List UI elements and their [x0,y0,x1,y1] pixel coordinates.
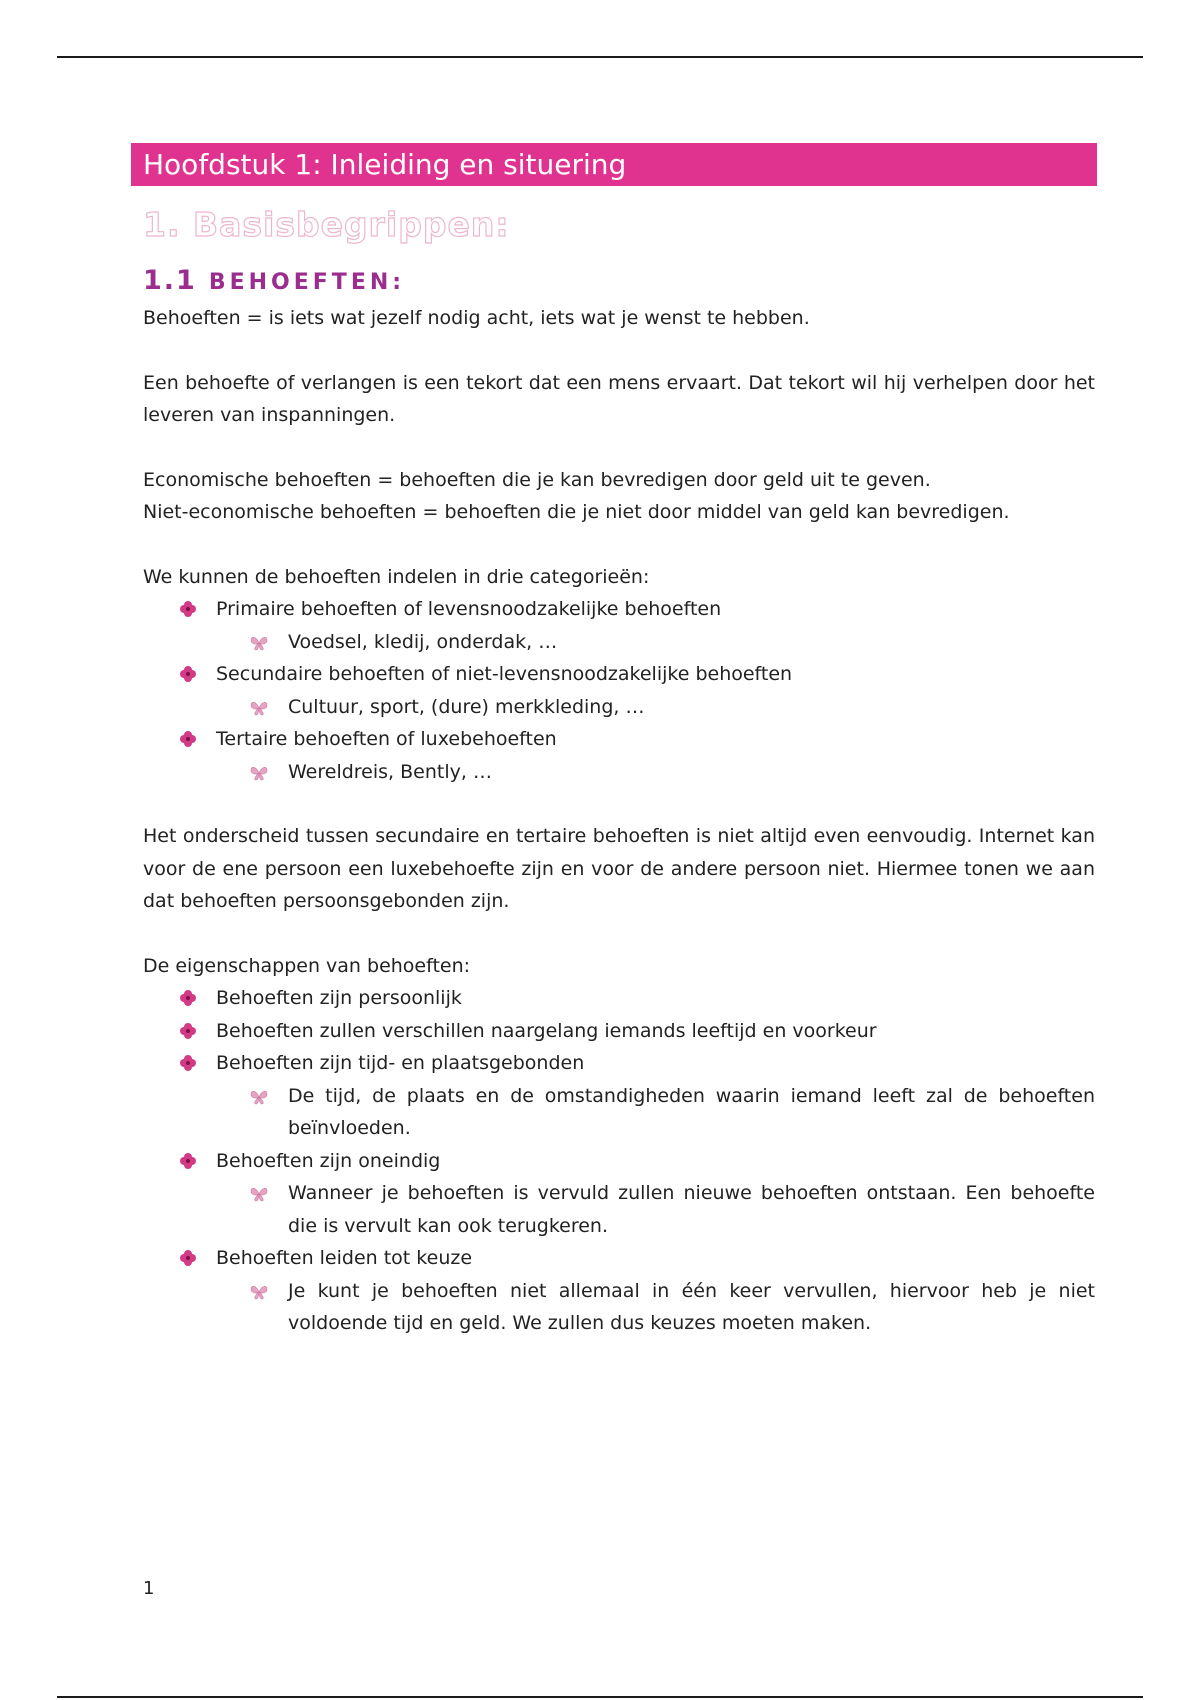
property-detail: Wanneer je behoeften is vervuld zullen nieuwe behoeften ontstaan. Een behoefte die is vervult kan ook terugkeren. [288,1182,1095,1237]
butterfly-bullet-icon [250,635,268,651]
category-label: Tertaire behoeften of luxebehoeften [216,728,557,750]
list-item [143,756,1095,789]
flower-bullet-icon [180,731,196,747]
paragraph-non-economic: Niet-economische behoeften = behoeften die je niet door middel van geld kan bevredigen. [143,501,1010,523]
category-example: Cultuur, sport, (dure) merkkleding, … [288,695,645,718]
property-detail: Je kunt je behoeften niet allemaal in één keer vervullen, hiervoor heb je niet voldoende tijd en geld. We zullen dus keuzes moeten maken. [288,1279,1095,1334]
list-item [143,658,1095,691]
paragraph-categories-intro: We kunnen de behoeften indelen in drie categorieën: [143,565,650,588]
flower-bullet-icon [180,990,196,1006]
butterfly-bullet-icon [250,765,268,781]
page-content [143,143,1095,1340]
list-item [143,1242,1095,1275]
property-label: Behoeften leiden tot keuze [216,1247,473,1269]
property-label: Behoeften zullen verschillen naargelang iemands leeftijd en voorkeur [216,1019,877,1042]
flower-bullet-icon [180,1023,196,1039]
properties-list [143,982,1095,1340]
chapter-title: Hoofdstuk 1: Inleiding en situering [143,148,627,181]
section-title: 1. Basisbegrippen: [143,205,510,244]
list-item [143,1145,1095,1178]
list-item [143,626,1095,659]
category-example: Voedsel, kledij, onderdak, … [288,630,558,653]
butterfly-bullet-icon [250,1186,268,1202]
property-label: Behoeften zijn oneindig [216,1149,441,1172]
chapter-title-bar [131,143,1097,186]
header-rule [57,56,1143,58]
flower-bullet-icon [180,1153,196,1169]
paragraph-need: Een behoefte of verlangen is een tekort dat een mens ervaart. Dat tekort wil hij verhelpen door het leveren van inspanningen. [143,371,1095,426]
flower-bullet-icon [180,1250,196,1266]
butterfly-bullet-icon [250,700,268,716]
footer-rule [57,1696,1143,1698]
property-label: Behoeften zijn persoonlijk [216,987,462,1009]
paragraph-definition: Behoeften = is iets wat jezelf nodig acht, iets wat je wenst te hebben. [143,307,810,329]
flower-bullet-icon [180,601,196,617]
paragraph-properties-intro: De eigenschappen van behoeften: [143,954,471,977]
list-item [143,723,1095,756]
subsection-title: BEHOEFTEN: [208,270,406,295]
list-item [143,1080,1095,1145]
butterfly-bullet-icon [250,1284,268,1300]
list-item [143,1047,1095,1080]
list-item [143,1015,1095,1048]
subsection-number: 1.1 [143,265,197,296]
subsection-heading [143,265,1095,296]
flower-bullet-icon [180,1055,196,1071]
flower-bullet-icon [180,666,196,682]
property-detail: De tijd, de plaats en de omstandigheden waarin iemand leeft zal de behoeften beïnvloeden. [288,1084,1095,1139]
category-label: Secundaire behoeften of niet-levensnoodzakelijke behoeften [216,663,793,685]
list-item [143,1177,1095,1242]
page-number: 1 [143,1578,155,1599]
butterfly-bullet-icon [250,1089,268,1105]
list-item [143,691,1095,724]
category-example: Wereldreis, Bently, … [288,760,492,783]
list-item [143,1275,1095,1340]
list-item [143,593,1095,626]
categories-list [143,593,1095,788]
category-label: Primaire behoeften of levensnoodzakelijke behoeften [216,598,722,620]
paragraph-distinction: Het onderscheid tussen secundaire en tertaire behoeften is niet altijd even eenvoudig. Internet kan voor de ene persoon een luxebehoefte zijn en voor de andere persoon niet. Hiermee tonen we aan dat behoeften persoonsgebonden zijn. [143,825,1095,912]
body-text [143,302,1095,1340]
list-item [143,982,1095,1015]
paragraph-economic: Economische behoeften = behoeften die je kan bevredigen door geld uit te geven. [143,468,931,491]
property-label: Behoeften zijn tijd- en plaatsgebonden [216,1052,585,1074]
